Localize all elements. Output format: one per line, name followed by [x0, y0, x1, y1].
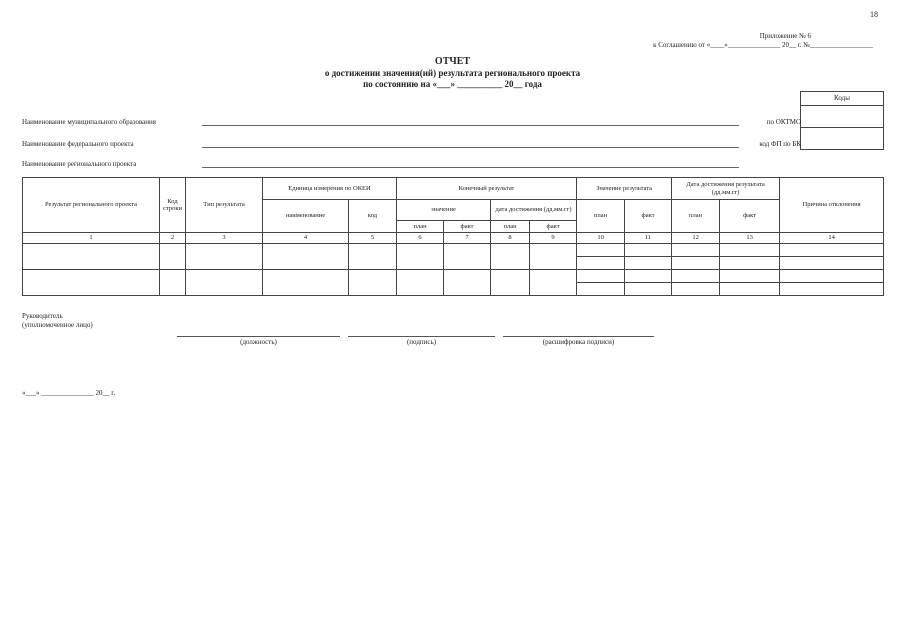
- report-subtitle: о достижении значения(ий) результата регионального проекта: [324, 68, 581, 78]
- col-number: 1: [23, 233, 160, 244]
- code-cell-fp[interactable]: [801, 128, 883, 149]
- th-result: Результат регионального проекта: [23, 178, 160, 233]
- th-date-fact: факт: [720, 200, 780, 233]
- table-cell[interactable]: [160, 270, 186, 296]
- page-number: 18: [870, 10, 878, 19]
- table-cell[interactable]: [444, 270, 491, 296]
- code-label-oktmo: по ОКТМО: [766, 118, 801, 126]
- signature-line[interactable]: [348, 336, 495, 337]
- th-value-plan: план: [577, 200, 625, 233]
- th-date-plan: план: [672, 200, 720, 233]
- annex-label: Приложение № 6: [759, 32, 811, 40]
- table-cell[interactable]: [491, 270, 530, 296]
- field-label-municipality: Наименование муниципального образования: [22, 118, 156, 126]
- th-type: Тип результата: [186, 178, 263, 233]
- position-caption: (должность): [240, 338, 277, 346]
- field-label-federal-project: Наименование федерального проекта: [22, 140, 134, 148]
- th-final-value-plan: план: [397, 221, 444, 233]
- table-cell[interactable]: [780, 283, 884, 296]
- date-line: «___» _______________ 20__ г.: [22, 389, 116, 397]
- decode-line[interactable]: [503, 336, 654, 337]
- col-number: 8: [491, 233, 530, 244]
- field-line-municipality[interactable]: [202, 125, 739, 126]
- col-number: 9: [530, 233, 577, 244]
- codes-header: Коды: [801, 92, 883, 106]
- table-cell[interactable]: [625, 270, 672, 283]
- table-cell[interactable]: [780, 270, 884, 283]
- table-cell[interactable]: [186, 270, 263, 296]
- th-unit-code: код: [349, 200, 397, 233]
- table-cell[interactable]: [780, 257, 884, 270]
- table-cell[interactable]: [720, 283, 780, 296]
- th-value: Значение результата: [577, 178, 672, 200]
- table-cell[interactable]: [491, 244, 530, 270]
- th-final-value-fact: факт: [444, 221, 491, 233]
- table-cell[interactable]: [23, 244, 160, 270]
- position-line[interactable]: [177, 336, 340, 337]
- code-label-fp: код ФП по БК: [759, 140, 801, 148]
- report-date-line: по состоянию на «___» __________ 20__ года: [363, 79, 542, 89]
- table-cell[interactable]: [186, 244, 263, 270]
- table-cell[interactable]: [625, 257, 672, 270]
- table-cell[interactable]: [160, 244, 186, 270]
- table-cell[interactable]: [23, 270, 160, 296]
- field-line-federal-project[interactable]: [202, 147, 739, 148]
- signature-caption: (подпись): [406, 338, 437, 346]
- code-cell-oktmo[interactable]: [801, 106, 883, 128]
- codes-box: [800, 91, 884, 150]
- table-cell[interactable]: [720, 257, 780, 270]
- table-cell[interactable]: [577, 270, 625, 283]
- signature-head-label: Руководитель: [22, 312, 63, 320]
- table-cell[interactable]: [349, 244, 397, 270]
- table-cell[interactable]: [577, 257, 625, 270]
- table-cell[interactable]: [625, 244, 672, 257]
- col-number: 14: [780, 233, 884, 244]
- table-cell[interactable]: [397, 244, 444, 270]
- table-cell[interactable]: [444, 244, 491, 270]
- th-final-date-plan: план: [491, 221, 530, 233]
- table-cell[interactable]: [625, 283, 672, 296]
- col-number: 3: [186, 233, 263, 244]
- agreement-line: к Соглашению от «____»_______________ 20__ г. №__________________: [653, 41, 873, 49]
- table-cell[interactable]: [672, 244, 720, 257]
- table-cell[interactable]: [780, 244, 884, 257]
- signature-head-sublabel: (уполномоченное лицо): [22, 321, 93, 329]
- th-final-value: значение: [397, 200, 491, 221]
- table-cell[interactable]: [397, 270, 444, 296]
- table-cell[interactable]: [530, 244, 577, 270]
- report-title: ОТЧЕТ: [434, 56, 471, 67]
- field-line-regional-project[interactable]: [202, 167, 739, 168]
- col-number: 12: [672, 233, 720, 244]
- th-final: Конечный результат: [397, 178, 577, 200]
- table-cell[interactable]: [672, 257, 720, 270]
- th-final-date-fact: факт: [530, 221, 577, 233]
- col-number: 10: [577, 233, 625, 244]
- table-cell[interactable]: [720, 244, 780, 257]
- table-cell[interactable]: [577, 283, 625, 296]
- report-table: [22, 177, 884, 296]
- table-cell[interactable]: [720, 270, 780, 283]
- th-code: Код строки: [160, 178, 186, 233]
- table-cell[interactable]: [577, 244, 625, 257]
- col-number: 13: [720, 233, 780, 244]
- table-cell[interactable]: [349, 270, 397, 296]
- table-cell[interactable]: [530, 270, 577, 296]
- table-cell[interactable]: [672, 283, 720, 296]
- col-number: 7: [444, 233, 491, 244]
- col-number: 4: [263, 233, 349, 244]
- th-reason: Причина отклонения: [780, 178, 884, 233]
- th-unit: Единица измерения по ОКЕИ: [263, 178, 397, 200]
- th-unit-name: наименование: [263, 200, 349, 233]
- th-value-fact: факт: [625, 200, 672, 233]
- col-number: 2: [160, 233, 186, 244]
- th-date: Дата достижения результата (дд.мм.гг): [672, 178, 780, 200]
- col-number: 11: [625, 233, 672, 244]
- table-cell[interactable]: [263, 270, 349, 296]
- table-cell[interactable]: [263, 244, 349, 270]
- table-cell[interactable]: [672, 270, 720, 283]
- th-final-date: дата достижения (дд.мм.гг): [491, 200, 577, 221]
- col-number: 5: [349, 233, 397, 244]
- decode-caption: (расшифровка подписи): [542, 338, 615, 346]
- col-number: 6: [397, 233, 444, 244]
- field-label-regional-project: Наименование регионального проекта: [22, 160, 137, 168]
